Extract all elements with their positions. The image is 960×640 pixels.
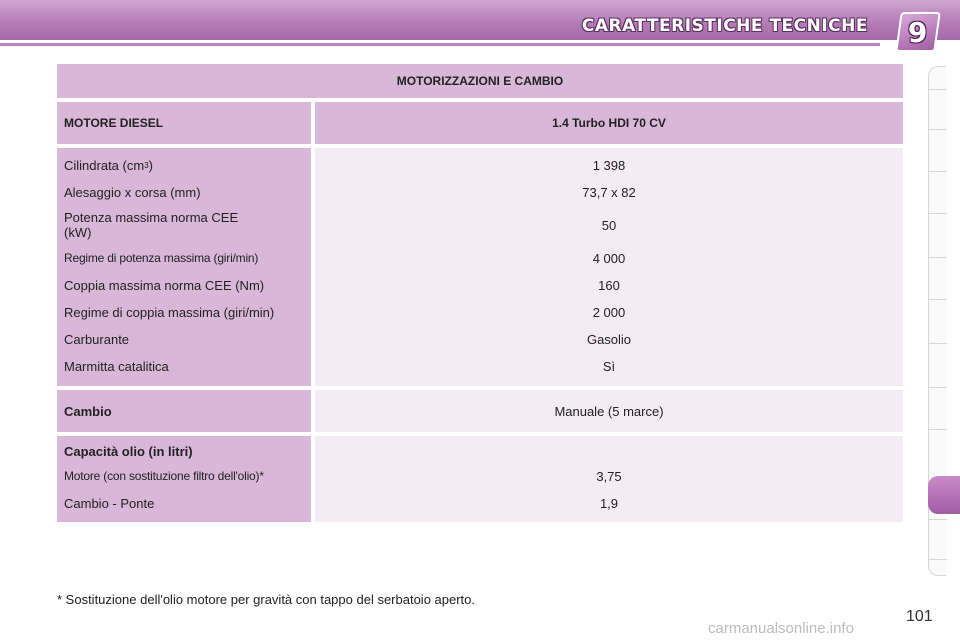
engine-specs-block (57, 148, 903, 386)
tab-divider (929, 257, 947, 258)
page-number: 101 (906, 608, 933, 625)
oil-capacity-heading: Capacità olio (in litri) (64, 443, 193, 459)
spec-value-torque-rpm: 2 000 (592, 305, 626, 320)
page-header (0, 0, 960, 48)
header-engine-model: 1.4 Turbo HDI 70 CV (315, 102, 903, 144)
chapter-number-badge (895, 12, 941, 52)
tab-divider (929, 89, 947, 90)
tab-divider (929, 519, 947, 520)
table-header-row (57, 102, 903, 144)
tab-divider (929, 559, 947, 560)
header-engine-type: MOTORE DIESEL (57, 102, 311, 144)
spec-value-bore-stroke: 73,7 x 82 (582, 185, 636, 200)
spec-value-max-torque: 160 (598, 278, 620, 293)
chapter-number: 9 (908, 15, 928, 49)
oil-value-gearbox: 1,9 (599, 495, 619, 511)
watermark-text: carmanualsonline.info (708, 620, 854, 637)
spec-label-power-rpm: Regime di potenza massima (giri/min) (64, 250, 259, 265)
tab-divider (929, 429, 947, 430)
oil-capacity-labels (57, 436, 311, 522)
specifications-table (57, 64, 903, 522)
oil-capacity-block (57, 436, 903, 522)
spec-value-displacement: 1 398 (592, 158, 626, 173)
gearbox-value: Manuale (5 marce) (315, 390, 903, 432)
table-title: MOTORIZZAZIONI E CAMBIO (57, 64, 903, 98)
spec-label-max-power: Potenza massima norma CEE (kW) (64, 210, 239, 240)
tab-divider (929, 343, 947, 344)
gearbox-label: Cambio (57, 390, 311, 432)
spec-label-bore-stroke: Alesaggio x corsa (mm) (64, 185, 201, 200)
tab-divider (929, 129, 947, 130)
spec-value-fuel: Gasolio (586, 332, 632, 347)
spec-label-catalytic: Marmitta catalitica (64, 359, 169, 374)
oil-capacity-values (315, 436, 903, 522)
engine-specs-labels (57, 148, 311, 386)
tab-divider (929, 387, 947, 388)
spec-label-fuel: Carburante (64, 332, 130, 347)
spec-value-max-power: 50 (601, 217, 617, 233)
spec-value-catalytic: Sì (602, 359, 616, 374)
tab-divider (929, 213, 947, 214)
gearbox-row (57, 390, 903, 432)
engine-specs-values (315, 148, 903, 386)
tab-divider (929, 299, 947, 300)
chapter-title: CARATTERISTICHE TECNICHE (581, 16, 868, 36)
oil-label-gearbox: Cambio - Ponte (64, 495, 155, 511)
spec-value-power-rpm: 4 000 (592, 250, 626, 266)
spec-label-displacement: Cilindrata (cm 3 ) (64, 158, 153, 173)
spec-label-torque-rpm: Regime di coppia massima (giri/min) (64, 305, 275, 320)
oil-value-engine: 3,75 (596, 468, 622, 484)
active-chapter-tab[interactable] (928, 476, 960, 514)
tab-divider (929, 171, 947, 172)
spec-label-max-torque: Coppia massima norma CEE (Nm) (64, 278, 265, 293)
header-underline (0, 43, 880, 46)
footnote: * Sostituzione dell'olio motore per gravità con tappo del serbatoio aperto. (57, 592, 476, 607)
oil-label-engine: Motore (con sostituzione filtro dell'olio)* (64, 468, 264, 483)
